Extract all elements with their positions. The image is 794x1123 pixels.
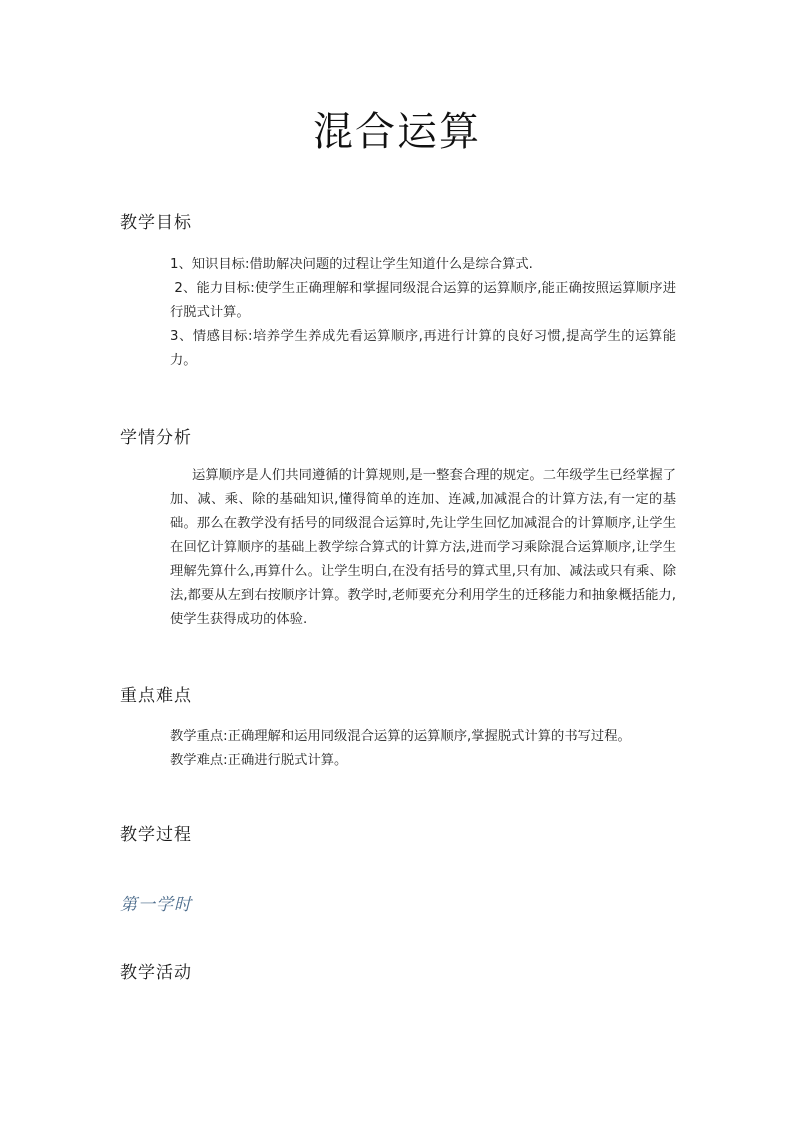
- keypoints-list: [170, 725, 676, 773]
- section-heading-keypoints: 重点难点: [120, 686, 192, 706]
- goal-item-knowledge: 1、知识目标:借助解决问题的过程让学生知道什么是综合算式.: [170, 257, 533, 272]
- keypoint-difficulty: 教学难点:正确进行脱式计算。: [170, 753, 348, 768]
- section-heading-goals: 教学目标: [120, 213, 192, 233]
- goal-item-emotion: 3、情感目标:培养学生养成先看运算顺序,再进行计算的良好习惯,提高学生的运算能力。: [170, 329, 676, 368]
- goal-item-ability: 2、能力目标:使学生正确理解和掌握同级混合运算的运算顺序,能正确按照运算顺序进行脱式计算。: [170, 281, 676, 320]
- keypoint-focus: 教学重点:正确理解和运用同级混合运算的运算顺序,掌握脱式计算的书写过程。: [170, 729, 631, 744]
- goals-list: [170, 253, 676, 373]
- lesson-heading-first: 第一学时: [120, 895, 192, 915]
- section-heading-activities: 教学活动: [120, 963, 192, 983]
- analysis-body: [170, 464, 676, 632]
- analysis-paragraph: 运算顺序是人们共同遵循的计算规则,是一整套合理的规定。二年级学生已经掌握了加、减、乘、除的基础知识,懂得简单的连加、连减,加减混合的计算方法,有一定的基础。那么在教学没有括号的同级混合运算时,先让学生回忆加减混合的计算顺序,让学生在回忆计算顺序的基础上教学综合算式的计算方法,进而学习乘除混合运算顺序,让学生理解先算什么,再算什么。让学生明白,在没有括号的算式里,只有加、减法或只有乘、除法,都要从左到右按顺序计算。教学时,老师要充分利用学生的迁移能力和抽象概括能力,使学生获得成功的体验.: [170, 468, 676, 627]
- section-heading-process: 教学过程: [120, 825, 192, 845]
- page-title: 混合运算: [313, 109, 481, 155]
- section-heading-analysis: 学情分析: [120, 428, 192, 448]
